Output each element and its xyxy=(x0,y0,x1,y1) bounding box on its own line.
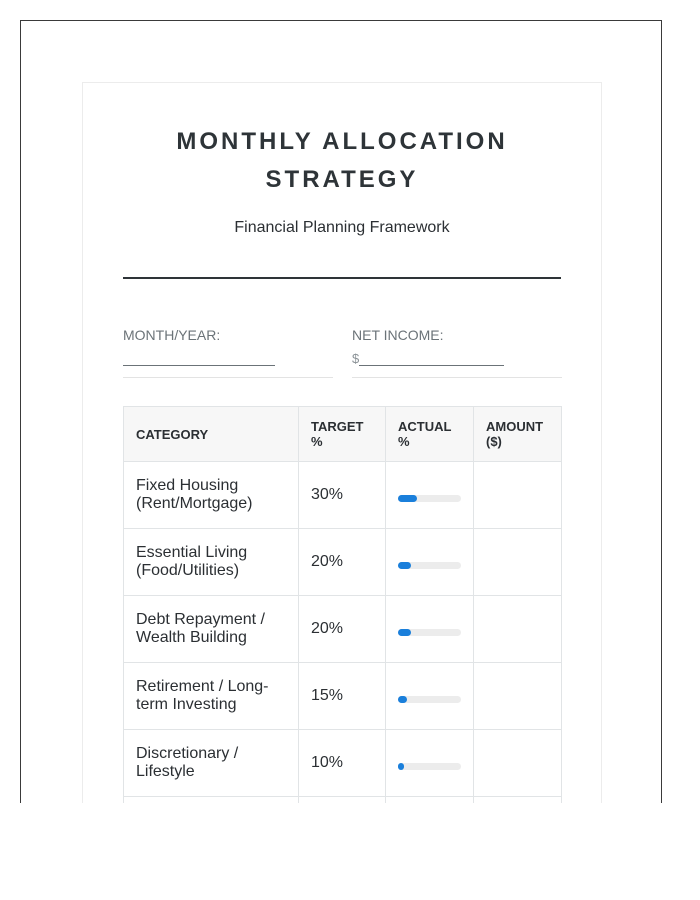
month-year-field[interactable] xyxy=(123,327,333,378)
header-category: CATEGORY xyxy=(124,407,299,462)
actual-progress-bar xyxy=(398,495,461,502)
actual-progress-fill xyxy=(398,763,404,770)
target-cell: 15% xyxy=(299,663,386,730)
worksheet-paper xyxy=(82,82,602,803)
actual-cell xyxy=(386,596,474,663)
table-row xyxy=(124,730,562,797)
page-subtitle: Financial Planning Framework xyxy=(234,219,450,236)
actual-progress-fill xyxy=(398,562,411,569)
actual-cell xyxy=(386,529,474,596)
table-row xyxy=(124,596,562,663)
net-income-label: NET INCOME: xyxy=(352,327,444,343)
net-income-field[interactable] xyxy=(352,327,562,378)
table-row xyxy=(124,797,562,804)
actual-progress-fill xyxy=(398,696,407,703)
allocation-table xyxy=(123,406,562,803)
target-cell: 20% xyxy=(299,596,386,663)
actual-progress-bar xyxy=(398,696,461,703)
actual-progress-fill xyxy=(398,629,411,636)
header-amount: AMOUNT ($) xyxy=(474,407,562,462)
header-target: TARGET % xyxy=(299,407,386,462)
amount-cell[interactable] xyxy=(474,797,562,804)
category-cell: Retirement / Long-term Investing xyxy=(124,663,299,730)
month-year-blank-line xyxy=(123,351,333,366)
category-cell: Debt Repayment / Wealth Building xyxy=(124,596,299,663)
actual-progress-bar xyxy=(398,763,461,770)
actual-cell xyxy=(386,797,474,804)
title-line-2: STRATEGY xyxy=(265,166,419,193)
table-header-row xyxy=(124,407,562,462)
actual-cell xyxy=(386,462,474,529)
category-cell: Discretionary / Lifestyle xyxy=(124,730,299,797)
category-cell: Fixed Housing (Rent/Mortgage) xyxy=(124,462,299,529)
target-cell: 10% xyxy=(299,730,386,797)
net-income-blank-line xyxy=(352,351,562,366)
target-cell: 30% xyxy=(299,462,386,529)
target-cell: 20% xyxy=(299,529,386,596)
title-line-1: MONTHLY ALLOCATION xyxy=(176,128,508,155)
amount-cell[interactable] xyxy=(474,663,562,730)
actual-progress-bar xyxy=(398,629,461,636)
amount-cell[interactable] xyxy=(474,529,562,596)
page-title xyxy=(123,123,561,199)
currency-symbol: $ xyxy=(352,351,360,366)
actual-cell xyxy=(386,663,474,730)
table-row xyxy=(124,529,562,596)
actual-progress-fill xyxy=(398,495,417,502)
table-row xyxy=(124,462,562,529)
amount-cell[interactable] xyxy=(474,730,562,797)
title-divider xyxy=(123,277,561,279)
actual-progress-bar xyxy=(398,562,461,569)
month-year-label: MONTH/YEAR: xyxy=(123,327,221,343)
amount-cell[interactable] xyxy=(474,462,562,529)
amount-cell[interactable] xyxy=(474,596,562,663)
target-cell xyxy=(299,797,386,804)
actual-cell xyxy=(386,730,474,797)
category-cell: Essential Living (Food/Utilities) xyxy=(124,529,299,596)
header-actual: ACTUAL % xyxy=(386,407,474,462)
page-frame xyxy=(20,20,662,803)
category-cell xyxy=(124,797,299,804)
table-row xyxy=(124,663,562,730)
